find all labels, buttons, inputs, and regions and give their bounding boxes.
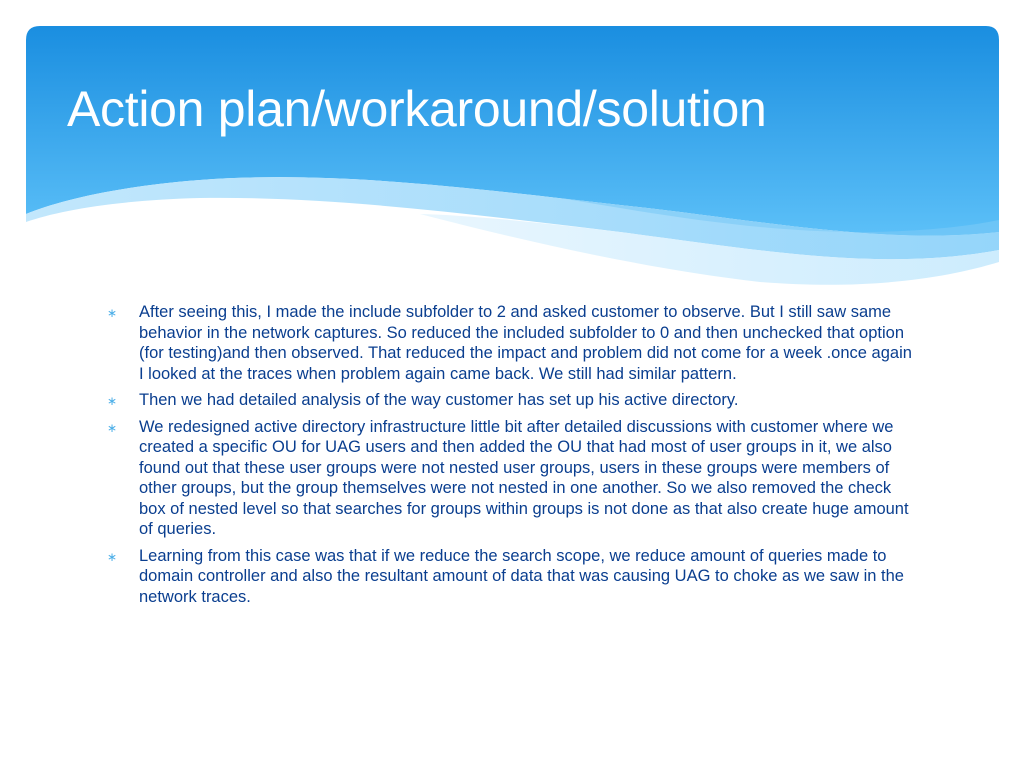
list-item — [107, 546, 917, 608]
list-item — [107, 390, 917, 411]
list-item — [107, 302, 917, 384]
slide-title: Action plan/workaround/solution — [67, 81, 767, 137]
asterisk-bullet-icon: ∗ — [107, 306, 118, 320]
header-wave-banner — [0, 0, 1024, 300]
bullet-text: We redesigned active directory infrastructure little bit after detailed discussions with customer where we created a specific OU for UAG users and then added the OU that had most of user groups in it, we also found out that these user groups were not nested user groups, users in these groups were members of other groups, but the group themselves were not nested in one another. So we also removed the check box of nested level so that searches for groups within groups is not done as that also create huge amount of queries. — [139, 417, 909, 538]
bullet-list — [107, 302, 917, 613]
bullet-text: Learning from this case was that if we reduce the search scope, we reduce amount of queries made to domain controller and also the resultant amount of data that was causing UAG to choke as we saw in the network traces. — [139, 546, 904, 606]
bullet-text: After seeing this, I made the include subfolder to 2 and asked customer to observe. But I still saw same behavior in the network captures. So reduced the included subfolder to 0 and then unchecked that option (for testing)and then observed. That reduced the impact and problem did not come for a week .once again I looked at the traces when problem again came back. We still had similar pattern. — [139, 303, 912, 383]
bullet-text: Then we had detailed analysis of the way customer has set up his active directory. — [139, 391, 739, 409]
list-item — [107, 417, 917, 540]
asterisk-bullet-icon: ∗ — [107, 420, 118, 435]
asterisk-bullet-icon: ∗ — [107, 394, 118, 408]
asterisk-bullet-icon: ∗ — [107, 549, 118, 564]
